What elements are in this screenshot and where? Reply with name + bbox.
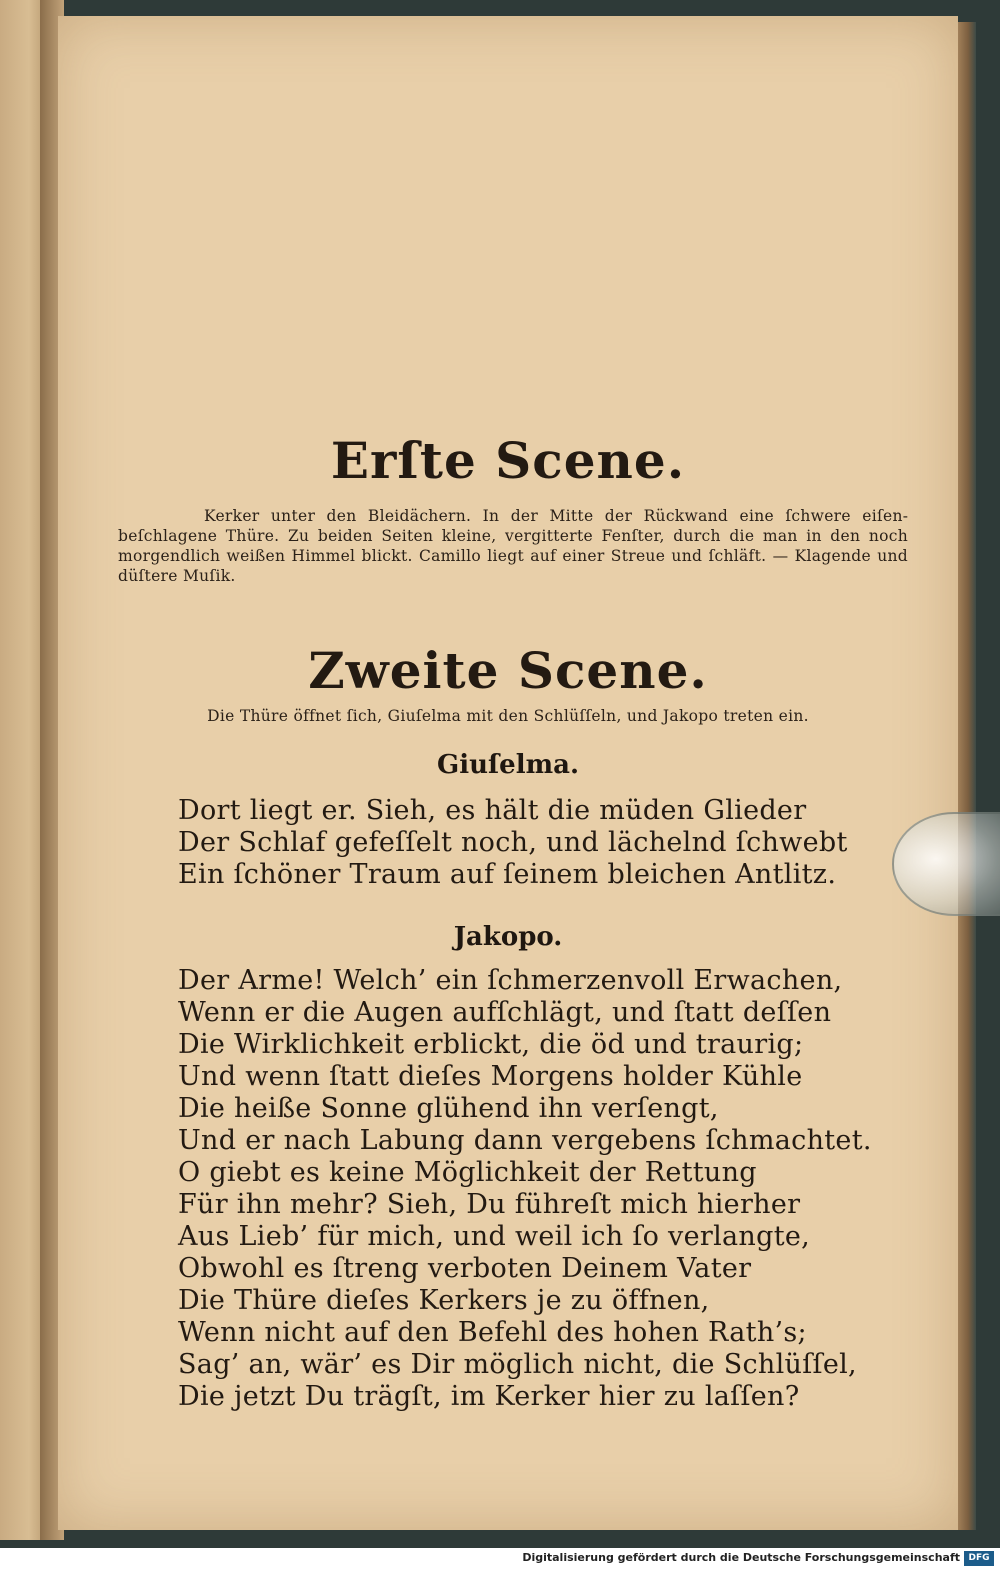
scene-title-2: Zweite Scene. — [308, 641, 708, 700]
verse-line: Die heiße Sonne glühend ihn verſengt, — [178, 1093, 719, 1124]
verse-line: Sag’ an, wär’ es Dir möglich nicht, die Schlüſſel, — [178, 1349, 857, 1380]
verse-line: Wenn nicht auf den Befehl des hohen Rath’s; — [178, 1317, 807, 1348]
stage-direction-2: Die Thüre öffnet ſich, Giuſelma mit den Schlüſſeln, und Jakopo treten ein. — [207, 707, 809, 725]
show-through-bleed — [418, 186, 838, 446]
verse-line: Für ihn mehr? Sieh, Du führeſt mich hierher — [178, 1189, 801, 1220]
verse-line: Die Thüre dieſes Kerkers je zu öffnen, — [178, 1285, 710, 1316]
speaker-name: Giuſelma. — [437, 750, 579, 780]
stage-direction-1: Kerker unter den Bleidächern. In der Mitte der Rückwand eine ſchwere eiſenbeſchlagene Thüre. Zu beiden Seiten kleine, vergitterte Fenſter, durch die man in den noch morgendlich weißen Himmel blickt. Camillo liegt auf einer Streue und ſchläft. — Klagende und düſtere Muſik. — [118, 507, 908, 585]
verse-line: Und er nach Labung dann vergebens ſchmachtet. — [178, 1125, 872, 1156]
dfg-logo: DFG — [964, 1551, 994, 1566]
verse-line: Die jetzt Du trägſt, im Kerker hier zu laſſen? — [178, 1381, 800, 1412]
verse-line: Aus Lieb’ für mich, und weil ich ſo verlangte, — [178, 1221, 811, 1252]
verse-line: Ein ſchöner Traum auf ſeinem bleichen Antlitz. — [178, 859, 837, 890]
funding-credit: Digitalisierung gefördert durch die Deutsche Forschungsgemeinschaft — [522, 1551, 960, 1564]
verse-line: Dort liegt er. Sieh, es hält die müden Glieder — [178, 795, 807, 826]
verse-block — [178, 965, 898, 1413]
verse-line: O giebt es keine Möglichkeit der Rettung — [178, 1157, 757, 1188]
verse-line: Die Wirklichkeit erblickt, die öd und traurig; — [178, 1029, 804, 1060]
book-page — [58, 16, 958, 1530]
verse-line: Der Arme! Welch’ ein ſchmerzenvoll Erwachen, — [178, 965, 843, 996]
verse-line: Wenn er die Augen aufſchlägt, und ſtatt deſſen — [178, 997, 832, 1028]
verse-line: Und wenn ſtatt dieſes Morgens holder Kühle — [178, 1061, 803, 1092]
right-page-edge — [956, 22, 976, 1530]
verse-line: Obwohl es ſtreng verboten Deinem Vater — [178, 1253, 752, 1284]
footer-bar — [0, 1548, 1000, 1570]
scene-title-1: Erſte Scene. — [330, 431, 686, 490]
verse-line: Der Schlaf gefeſſelt noch, und lächelnd ſchwebt — [178, 827, 848, 858]
speaker-name: Jakopo. — [453, 922, 563, 952]
verse-block — [178, 795, 898, 891]
